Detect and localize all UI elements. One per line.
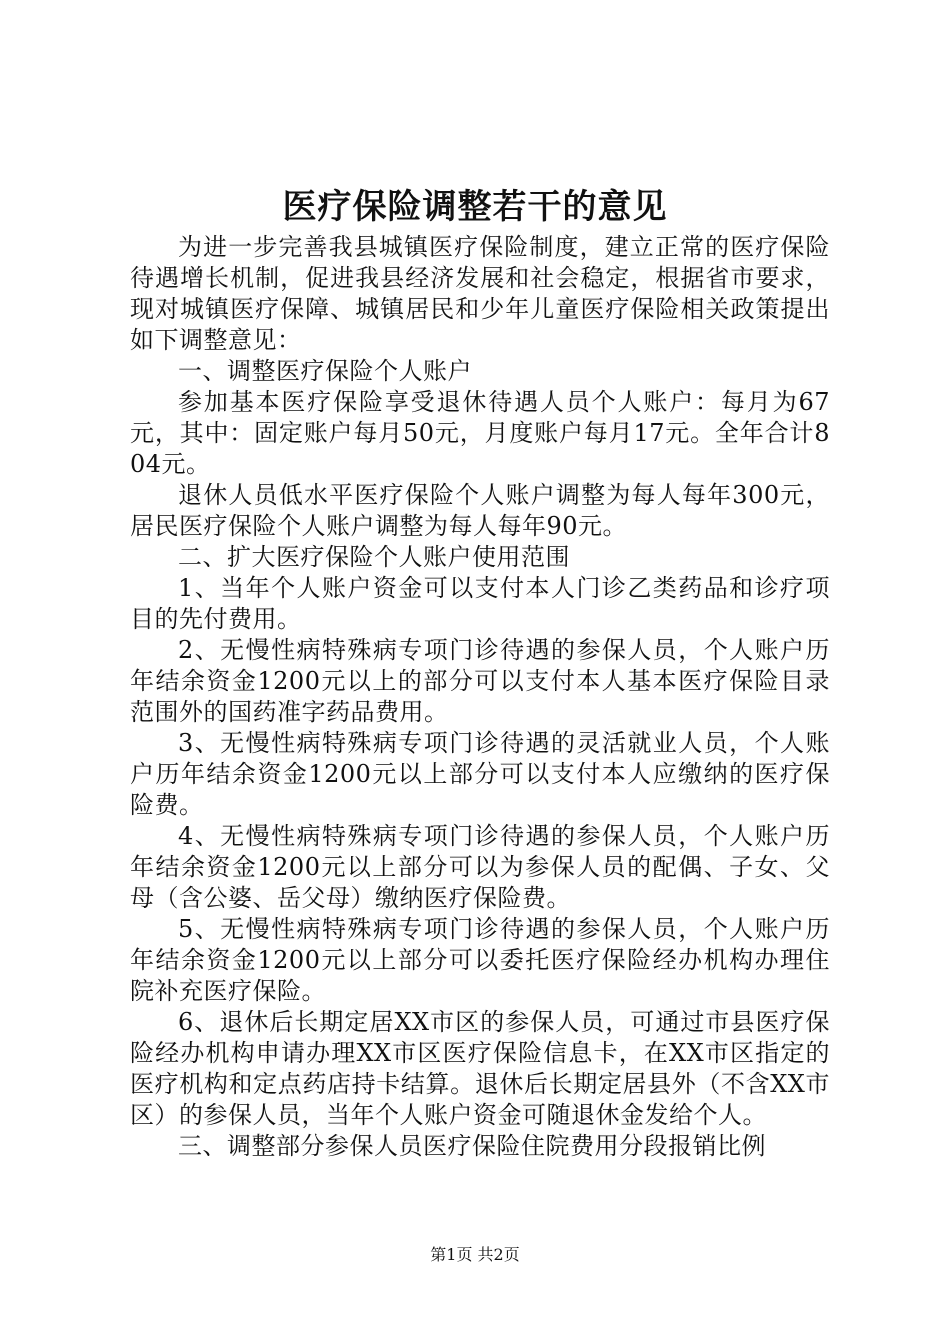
list-item: 2、无慢性病特殊病专项门诊待遇的参保人员，个人账户历年结余资金1200元以上的部分可以支付本人基本医疗保险目录范围外的国药准字药品费用。 bbox=[130, 636, 830, 726]
list-item: 6、退休后长期定居XX市区的参保人员，可通过市县医疗保险经办机构申请办理XX市区医疗保险信息卡，在XX市区指定的医疗机构和定点药店持卡结算。退休后长期定居县外（不含XX市区）的参保人员，当年个人账户资金可随退休金发给个人。 bbox=[130, 1008, 830, 1129]
list-item: 3、无慢性病特殊病专项门诊待遇的灵活就业人员，个人账户历年结余资金1200元以上部分可以支付本人应缴纳的医疗保险费。 bbox=[130, 729, 830, 819]
paragraph: 退休人员低水平医疗保险个人账户调整为每人每年300元，居民医疗保险个人账户调整为每人每年90元。 bbox=[130, 481, 830, 540]
document-body bbox=[130, 232, 830, 1162]
section-heading-2: 二、扩大医疗保险个人账户使用范围 bbox=[178, 543, 570, 571]
section-heading-1: 一、调整医疗保险个人账户 bbox=[178, 357, 472, 385]
document-title: 医疗保险调整若干的意见 bbox=[282, 187, 668, 227]
paragraph: 参加基本医疗保险享受退休待遇人员个人账户：每月为67元，其中：固定账户每月50元，月度账户每月17元。全年合计804元。 bbox=[130, 388, 830, 478]
list-item: 1、当年个人账户资金可以支付本人门诊乙类药品和诊疗项目的先付费用。 bbox=[130, 574, 830, 633]
page-footer: 第1页 共2页 bbox=[430, 1245, 520, 1264]
paragraph-intro: 为进一步完善我县城镇医疗保险制度，建立正常的医疗保险待遇增长机制，促进我县经济发展和社会稳定，根据省市要求，现对城镇医疗保障、城镇居民和少年儿童医疗保险相关政策提出如下调整意见： bbox=[130, 233, 830, 354]
section-heading-3: 三、调整部分参保人员医疗保险住院费用分段报销比例 bbox=[178, 1132, 766, 1160]
list-item: 5、无慢性病特殊病专项门诊待遇的参保人员，个人账户历年结余资金1200元以上部分可以委托医疗保险经办机构办理住院补充医疗保险。 bbox=[130, 915, 830, 1005]
list-item: 4、无慢性病特殊病专项门诊待遇的参保人员，个人账户历年结余资金1200元以上部分可以为参保人员的配偶、子女、父母（含公婆、岳父母）缴纳医疗保险费。 bbox=[130, 822, 830, 912]
